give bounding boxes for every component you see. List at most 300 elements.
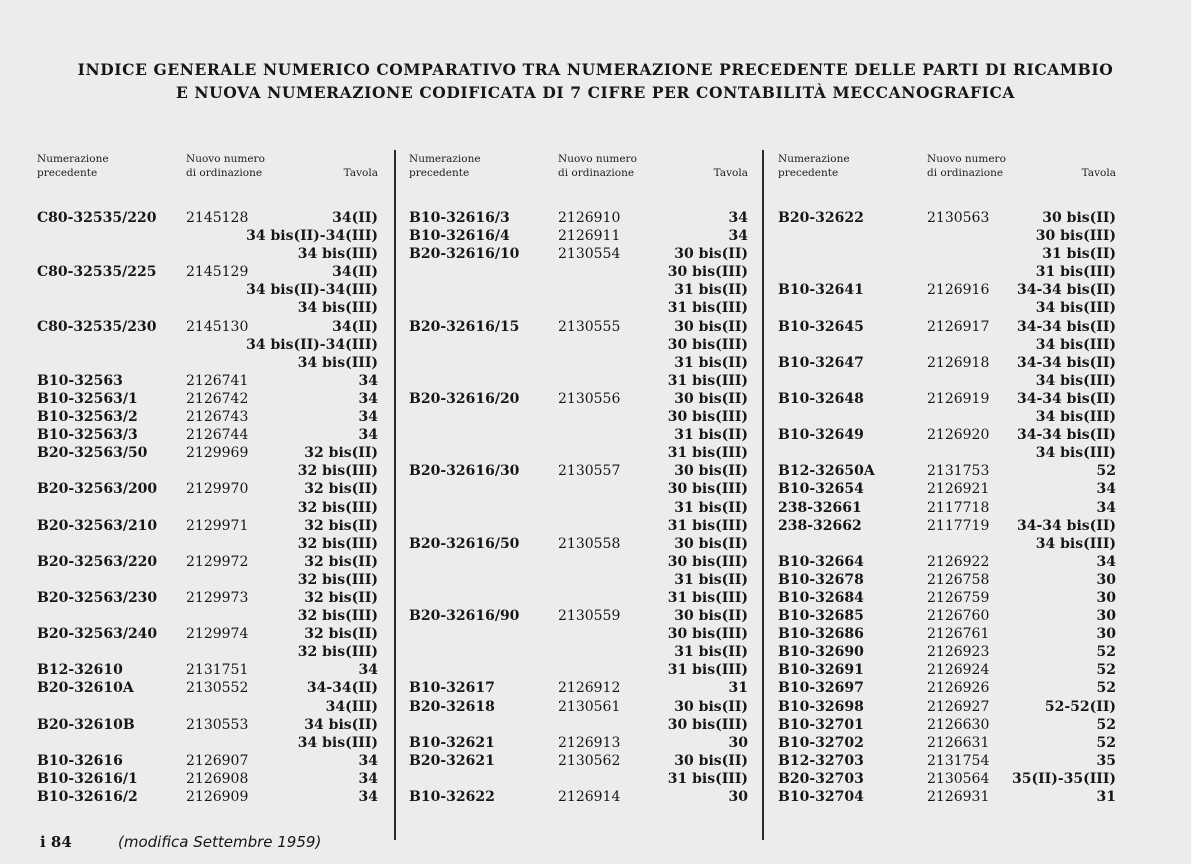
header-new-order-number: Nuovo numero di ordinazione <box>927 153 1006 179</box>
tavola-ref: 34 <box>358 390 378 407</box>
tavola-ref: 30 <box>728 789 748 805</box>
previous-number: C80-32535/230 <box>37 318 157 335</box>
index-rows <box>778 209 1116 806</box>
previous-number: B10-32691 <box>778 662 864 679</box>
previous-number: B10-32616 <box>37 752 123 769</box>
table-row <box>778 698 1116 716</box>
table-row <box>37 354 378 372</box>
previous-number: B10-32563/3 <box>37 427 138 444</box>
tavola-ref: 30 bis(III) <box>667 336 748 353</box>
new-order-number: 2130554 <box>558 246 621 263</box>
previous-number: C80-32535/225 <box>37 264 157 281</box>
tavola-ref: 30 bis(II) <box>674 535 748 552</box>
previous-number: B20-32563/240 <box>37 626 158 643</box>
previous-number: B20-32563/50 <box>37 445 148 462</box>
new-order-number: 2145130 <box>186 318 249 335</box>
tavola-ref: 34 <box>358 372 378 389</box>
new-order-number: 2126921 <box>927 481 990 498</box>
new-order-number: 2131753 <box>927 463 990 480</box>
tavola-ref: 34(II) <box>332 318 378 335</box>
table-row <box>409 716 748 734</box>
tavola-ref: 30 <box>1096 571 1116 588</box>
previous-number: B12-32650A <box>778 463 875 480</box>
tavola-ref: 52 <box>1096 716 1116 733</box>
previous-number: B10-32684 <box>778 589 864 606</box>
table-row <box>778 553 1116 571</box>
tavola-ref: 35 <box>1096 752 1116 769</box>
table-row <box>409 752 748 770</box>
table-row <box>37 770 378 788</box>
new-order-number: 2126631 <box>927 734 990 751</box>
table-row <box>778 571 1116 589</box>
new-order-number: 2126919 <box>927 390 990 407</box>
tavola-ref: 34 <box>358 662 378 679</box>
previous-number: B12-32610 <box>37 662 123 679</box>
new-order-number: 2126908 <box>186 770 249 787</box>
new-order-number: 2126741 <box>186 372 249 389</box>
header-previous-number: Numerazione precedente <box>778 153 850 179</box>
table-row <box>37 535 378 553</box>
tavola-ref: 34(II) <box>332 264 378 281</box>
tavola-ref: 34 <box>1096 499 1116 516</box>
header-previous-number: Numerazione precedente <box>409 153 481 179</box>
tavola-ref: 34 <box>358 409 378 426</box>
tavola-ref: 30 bis(II) <box>1042 210 1116 226</box>
tavola-ref: 34 <box>358 752 378 769</box>
tavola-ref: 34 bis(III) <box>297 734 378 751</box>
tavola-ref: 30 bis(II) <box>674 463 748 480</box>
table-row <box>409 625 748 643</box>
table-row <box>37 752 378 770</box>
table-row <box>409 426 748 444</box>
table-row <box>778 390 1116 408</box>
table-row <box>37 227 378 245</box>
previous-number: B10-32641 <box>778 282 864 299</box>
tavola-ref: 34-34 bis(II) <box>1017 390 1116 407</box>
tavola-ref: 34 bis(III) <box>297 246 378 263</box>
tavola-ref: 31 bis(III) <box>667 517 748 534</box>
previous-number: B20-32563/210 <box>37 517 158 534</box>
table-row <box>778 444 1116 462</box>
previous-number: B10-32664 <box>778 553 864 570</box>
previous-number: B20-32563/200 <box>37 481 158 498</box>
tavola-ref: 34 <box>358 789 378 805</box>
new-order-number: 2126914 <box>558 789 621 805</box>
table-row <box>778 245 1116 263</box>
tavola-ref: 30 bis(III) <box>667 409 748 426</box>
previous-number: B10-32690 <box>778 644 864 661</box>
table-row <box>37 408 378 426</box>
table-row <box>409 299 748 317</box>
tavola-ref: 32 bis(II) <box>304 626 378 643</box>
tavola-ref: 34 bis(III) <box>1035 372 1116 389</box>
table-row <box>409 318 748 336</box>
tavola-ref: 31 bis(III) <box>667 445 748 462</box>
previous-number: B10-32702 <box>778 734 864 751</box>
tavola-ref: 30 <box>1096 626 1116 643</box>
tavola-ref: 34 <box>358 770 378 787</box>
tavola-ref: 34-34 bis(II) <box>1017 318 1116 335</box>
tavola-ref: 32 bis(III) <box>297 571 378 588</box>
new-order-number: 2130552 <box>186 680 249 697</box>
new-order-number: 2126927 <box>927 698 990 715</box>
tavola-ref: 52 <box>1096 662 1116 679</box>
new-order-number: 2126907 <box>186 752 249 769</box>
table-row <box>409 336 748 354</box>
new-order-number: 2126630 <box>927 716 990 733</box>
tavola-ref: 31 <box>728 680 748 697</box>
tavola-ref: 30 <box>1096 589 1116 606</box>
table-row <box>409 553 748 571</box>
new-order-number: 2126742 <box>186 390 249 407</box>
table-row <box>778 318 1116 336</box>
new-order-number: 2126922 <box>927 553 990 570</box>
tavola-ref: 52 <box>1096 734 1116 751</box>
new-order-number: 2126924 <box>927 662 990 679</box>
index-rows <box>409 209 748 806</box>
header-new-order-number: Nuovo numero di ordinazione <box>186 153 265 179</box>
previous-number: B20-32703 <box>778 770 864 787</box>
previous-number: B10-32698 <box>778 698 864 715</box>
table-row <box>778 661 1116 679</box>
tavola-ref: 32 bis(II) <box>304 481 378 498</box>
table-row <box>778 209 1116 227</box>
new-order-number: 2126918 <box>927 354 990 371</box>
tavola-ref: 30 bis(III) <box>667 626 748 643</box>
title-line-1: INDICE GENERALE NUMERICO COMPARATIVO TRA NUMERAZIONE PRECEDENTE DELLE PARTI DI RICAMBIO <box>77 60 1114 79</box>
table-row <box>37 571 378 589</box>
previous-number: B10-32616/3 <box>409 210 510 226</box>
table-row <box>409 372 748 390</box>
tavola-ref: 30 bis(III) <box>667 481 748 498</box>
previous-number: B12-32703 <box>778 752 864 769</box>
tavola-ref: 30 <box>728 734 748 751</box>
table-row <box>409 571 748 589</box>
tavola-ref: 31 bis(III) <box>667 300 748 317</box>
tavola-ref: 34 bis(III) <box>1035 336 1116 353</box>
tavola-ref: 34-34 bis(II) <box>1017 427 1116 444</box>
tavola-ref: 34-34 bis(II) <box>1017 282 1116 299</box>
header-previous-number: Numerazione precedente <box>37 153 109 179</box>
previous-number: B10-32563 <box>37 372 123 389</box>
header-new-order-number: Nuovo numero di ordinazione <box>558 153 637 179</box>
table-row <box>778 281 1116 299</box>
table-row <box>409 390 748 408</box>
table-row <box>778 480 1116 498</box>
table-row <box>37 480 378 498</box>
new-order-number: 2126760 <box>927 608 990 625</box>
table-row <box>778 643 1116 661</box>
index-column-3 <box>778 0 1116 864</box>
index-rows <box>37 209 378 806</box>
previous-number: B10-32697 <box>778 680 864 697</box>
previous-number: B10-32704 <box>778 789 864 805</box>
table-row <box>37 245 378 263</box>
table-row <box>409 227 748 245</box>
new-order-number: 2126761 <box>927 626 990 643</box>
tavola-ref: 32 bis(III) <box>297 535 378 552</box>
table-row <box>37 679 378 697</box>
table-row <box>37 625 378 643</box>
table-row <box>778 589 1116 607</box>
new-order-number: 2130559 <box>558 608 621 625</box>
new-order-number: 2126920 <box>927 427 990 444</box>
page-number: i 84 <box>40 833 72 851</box>
table-row <box>37 788 378 806</box>
new-order-number: 2130557 <box>558 463 621 480</box>
table-row <box>37 426 378 444</box>
tavola-ref: 30 bis(II) <box>674 698 748 715</box>
tavola-ref: 34 bis(III) <box>297 300 378 317</box>
tavola-ref: 34 bis(III) <box>1035 535 1116 552</box>
previous-number: B20-32616/10 <box>409 246 520 263</box>
new-order-number: 2126917 <box>927 318 990 335</box>
tavola-ref: 34 bis(II)-34(III) <box>246 336 378 353</box>
previous-number: B10-32647 <box>778 354 864 371</box>
table-row <box>37 390 378 408</box>
column-divider <box>762 150 764 840</box>
table-row <box>37 499 378 517</box>
tavola-ref: 32 bis(II) <box>304 589 378 606</box>
tavola-ref: 35(II)-35(III) <box>1011 770 1116 787</box>
tavola-ref: 30 bis(II) <box>674 390 748 407</box>
previous-number: B10-32678 <box>778 571 864 588</box>
tavola-ref: 34(II) <box>332 210 378 226</box>
new-order-number: 2130561 <box>558 698 621 715</box>
tavola-ref: 30 <box>1096 608 1116 625</box>
tavola-ref: 34 bis(III) <box>1035 445 1116 462</box>
table-row <box>778 535 1116 553</box>
new-order-number: 2131754 <box>927 752 990 769</box>
new-order-number: 2126912 <box>558 680 621 697</box>
previous-number: B20-32621 <box>409 752 495 769</box>
tavola-ref: 31 bis(III) <box>667 770 748 787</box>
new-order-number: 2117718 <box>927 499 990 516</box>
new-order-number: 2126744 <box>186 427 249 444</box>
tavola-ref: 31 bis(II) <box>1042 246 1116 263</box>
new-order-number: 2126913 <box>558 734 621 751</box>
table-row <box>778 734 1116 752</box>
tavola-ref: 30 bis(III) <box>1035 228 1116 245</box>
table-row <box>778 372 1116 390</box>
tavola-ref: 32 bis(III) <box>297 499 378 516</box>
tavola-ref: 34(III) <box>325 698 378 715</box>
tavola-ref: 30 bis(III) <box>667 264 748 281</box>
table-row <box>409 281 748 299</box>
new-order-number: 2126759 <box>927 589 990 606</box>
index-column-1 <box>37 0 378 864</box>
table-row <box>778 770 1116 788</box>
tavola-ref: 31 bis(III) <box>667 372 748 389</box>
table-row <box>409 245 748 263</box>
table-row <box>37 589 378 607</box>
tavola-ref: 34 bis(III) <box>297 354 378 371</box>
new-order-number: 2129971 <box>186 517 249 534</box>
new-order-number: 2126909 <box>186 789 249 805</box>
new-order-number: 2130555 <box>558 318 621 335</box>
tavola-ref: 32 bis(III) <box>297 644 378 661</box>
tavola-ref: 32 bis(II) <box>304 553 378 570</box>
header-tavola: Tavola <box>1081 167 1116 179</box>
new-order-number: 2131751 <box>186 662 249 679</box>
new-order-number: 2117719 <box>927 517 990 534</box>
header-tavola: Tavola <box>343 167 378 179</box>
table-row <box>37 299 378 317</box>
previous-number: B20-32563/220 <box>37 553 158 570</box>
tavola-ref: 31 bis(II) <box>674 427 748 444</box>
table-row <box>409 462 748 480</box>
tavola-ref: 34 bis(II)-34(III) <box>246 228 378 245</box>
table-row <box>37 698 378 716</box>
table-row <box>409 535 748 553</box>
table-row <box>778 462 1116 480</box>
previous-number: B20-32616/50 <box>409 535 520 552</box>
new-order-number: 2145128 <box>186 210 249 226</box>
previous-number: B10-32648 <box>778 390 864 407</box>
previous-number: B20-32616/90 <box>409 608 520 625</box>
new-order-number: 2130562 <box>558 752 621 769</box>
table-row <box>409 643 748 661</box>
table-row <box>778 679 1116 697</box>
previous-number: B10-32616/4 <box>409 228 510 245</box>
table-row <box>409 408 748 426</box>
tavola-ref: 34 <box>1096 553 1116 570</box>
tavola-ref: 34-34 bis(II) <box>1017 354 1116 371</box>
new-order-number: 2126743 <box>186 409 249 426</box>
tavola-ref: 34 bis(II)-34(III) <box>246 282 378 299</box>
table-row <box>409 480 748 498</box>
new-order-number: 2129973 <box>186 589 249 606</box>
table-row <box>37 336 378 354</box>
previous-number: B10-32622 <box>409 789 495 805</box>
tavola-ref: 34-34(II) <box>306 680 378 697</box>
new-order-number: 2130556 <box>558 390 621 407</box>
table-row <box>37 643 378 661</box>
tavola-ref: 52 <box>1096 644 1116 661</box>
table-row <box>778 263 1116 281</box>
table-row <box>409 698 748 716</box>
tavola-ref: 52 <box>1096 463 1116 480</box>
header-tavola: Tavola <box>713 167 748 179</box>
tavola-ref: 34 bis(II) <box>304 716 378 733</box>
table-row <box>37 209 378 227</box>
previous-number: B20-32622 <box>778 210 864 226</box>
previous-number: B10-32616/1 <box>37 770 138 787</box>
table-row <box>409 679 748 697</box>
previous-number: B20-32616/30 <box>409 463 520 480</box>
table-row <box>37 444 378 462</box>
table-row <box>409 770 748 788</box>
table-row <box>409 607 748 625</box>
table-row <box>37 517 378 535</box>
tavola-ref: 31 bis(III) <box>667 589 748 606</box>
tavola-ref: 34 <box>1096 481 1116 498</box>
table-row <box>37 716 378 734</box>
previous-number: B10-32701 <box>778 716 864 733</box>
tavola-ref: 52 <box>1096 680 1116 697</box>
table-row <box>409 209 748 227</box>
tavola-ref: 31 bis(II) <box>674 354 748 371</box>
title-line-2: E NUOVA NUMERAZIONE CODIFICATA DI 7 CIFRE PER CONTABILITÀ MECCANOGRAFICA <box>175 83 1016 102</box>
tavola-ref: 34 bis(III) <box>1035 300 1116 317</box>
tavola-ref: 34-34 bis(II) <box>1017 517 1116 534</box>
table-row <box>409 444 748 462</box>
new-order-number: 2129972 <box>186 553 249 570</box>
revision-note: (modifica Settembre 1959) <box>118 833 322 851</box>
previous-number: B20-32610A <box>37 680 134 697</box>
tavola-ref: 32 bis(II) <box>304 445 378 462</box>
table-row <box>409 788 748 806</box>
table-row <box>409 499 748 517</box>
tavola-ref: 31 bis(III) <box>1035 264 1116 281</box>
table-row <box>37 607 378 625</box>
table-row <box>778 426 1116 444</box>
new-order-number: 2129974 <box>186 626 249 643</box>
table-row <box>409 517 748 535</box>
tavola-ref: 30 bis(II) <box>674 608 748 625</box>
table-row <box>37 462 378 480</box>
previous-number: B10-32616/2 <box>37 789 138 805</box>
table-row <box>778 499 1116 517</box>
previous-number: B20-32616/20 <box>409 390 520 407</box>
previous-number: C80-32535/220 <box>37 210 157 226</box>
table-row <box>37 734 378 752</box>
tavola-ref: 30 bis(II) <box>674 318 748 335</box>
table-row <box>37 372 378 390</box>
table-row <box>37 661 378 679</box>
previous-number: B20-32616/15 <box>409 318 520 335</box>
tavola-ref: 30 bis(II) <box>674 246 748 263</box>
new-order-number: 2126923 <box>927 644 990 661</box>
tavola-ref: 31 bis(II) <box>674 282 748 299</box>
tavola-ref: 32 bis(III) <box>297 608 378 625</box>
previous-number: 238-32661 <box>778 499 862 516</box>
previous-number: B10-32563/1 <box>37 390 138 407</box>
previous-number: B10-32649 <box>778 427 864 444</box>
tavola-ref: 30 bis(III) <box>667 553 748 570</box>
previous-number: B10-32685 <box>778 608 864 625</box>
previous-number: B10-32645 <box>778 318 864 335</box>
table-row <box>409 734 748 752</box>
new-order-number: 2130564 <box>927 770 990 787</box>
previous-number: B20-32563/230 <box>37 589 158 606</box>
tavola-ref: 31 bis(II) <box>674 499 748 516</box>
table-row <box>778 788 1116 806</box>
tavola-ref: 30 bis(III) <box>667 716 748 733</box>
tavola-ref: 31 <box>1096 789 1116 805</box>
tavola-ref: 34 bis(III) <box>1035 409 1116 426</box>
previous-number: B10-32563/2 <box>37 409 138 426</box>
tavola-ref: 31 bis(II) <box>674 571 748 588</box>
previous-number: B20-32618 <box>409 698 495 715</box>
new-order-number: 2126910 <box>558 210 621 226</box>
table-row <box>37 281 378 299</box>
table-row <box>778 607 1116 625</box>
tavola-ref: 31 bis(III) <box>667 662 748 679</box>
table-row <box>409 661 748 679</box>
new-order-number: 2126911 <box>558 228 621 245</box>
new-order-number: 2126926 <box>927 680 990 697</box>
previous-number: B10-32621 <box>409 734 495 751</box>
tavola-ref: 34 <box>358 427 378 444</box>
new-order-number: 2129969 <box>186 445 249 462</box>
table-row <box>778 408 1116 426</box>
new-order-number: 2126916 <box>927 282 990 299</box>
new-order-number: 2130558 <box>558 535 621 552</box>
new-order-number: 2130553 <box>186 716 249 733</box>
previous-number: B10-32617 <box>409 680 495 697</box>
table-row <box>37 553 378 571</box>
